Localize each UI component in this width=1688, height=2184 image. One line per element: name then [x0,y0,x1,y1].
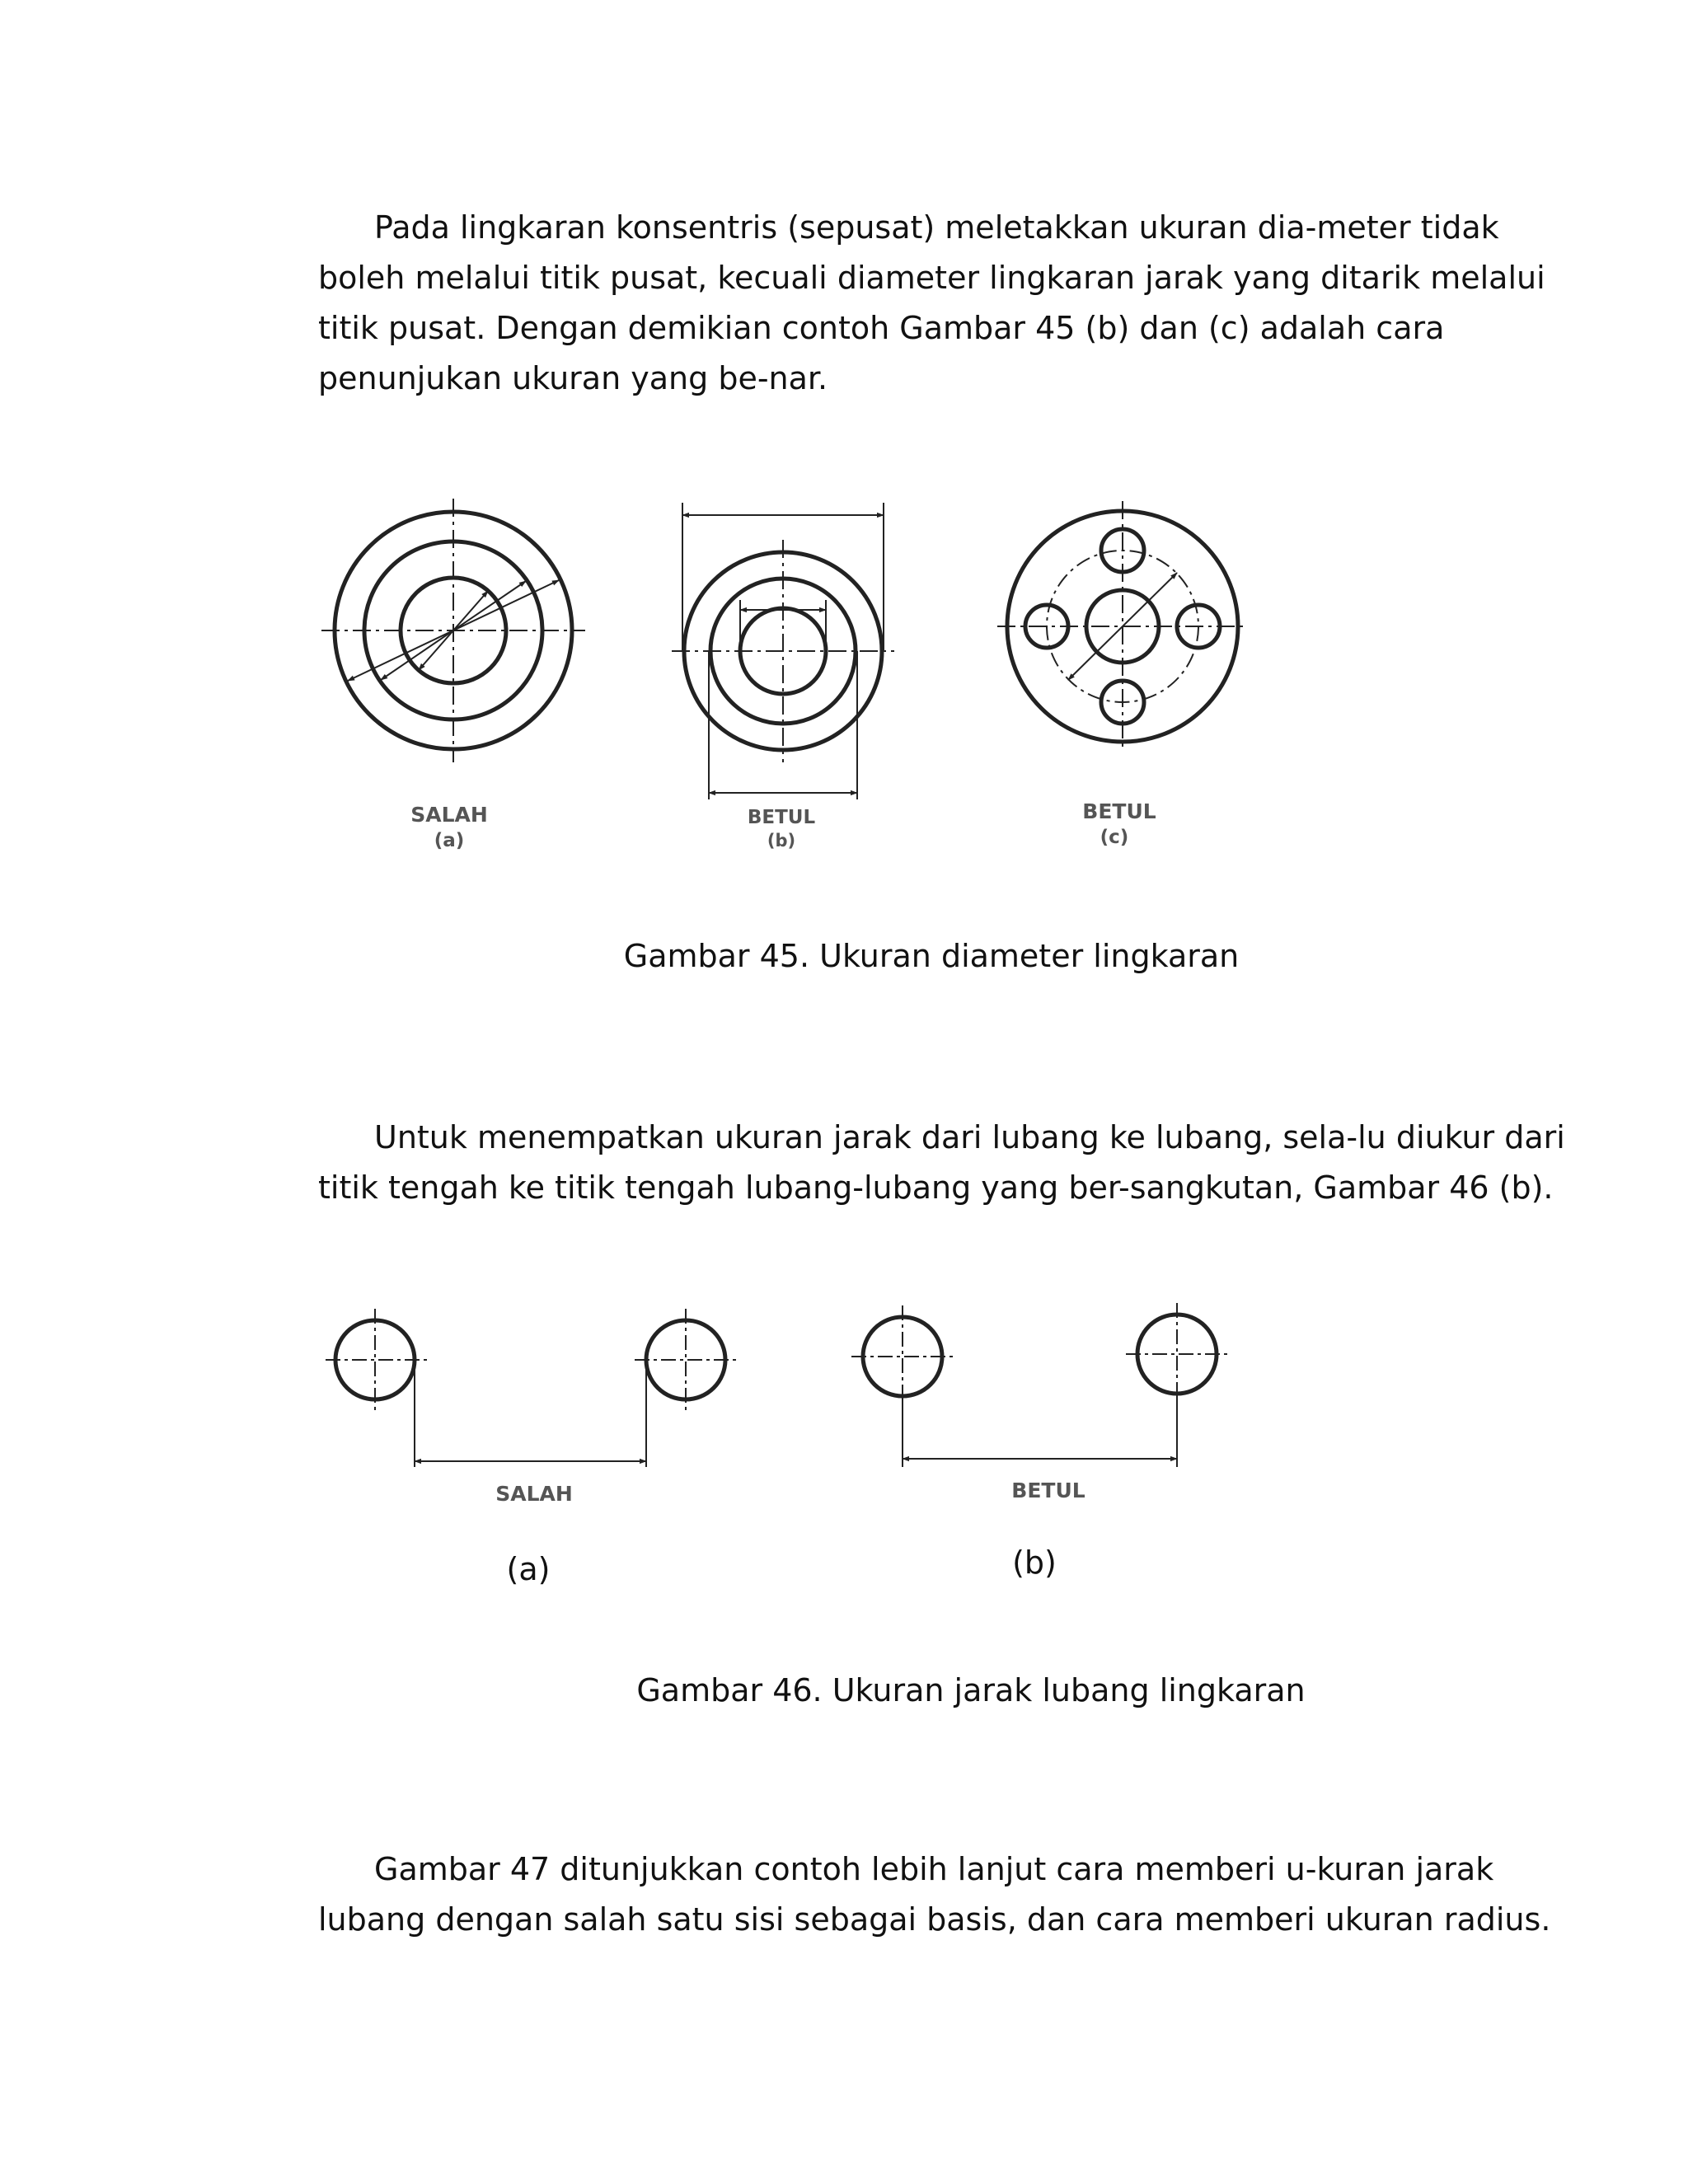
figure-45b-concentric-circles [672,503,894,799]
paragraph-1 [318,203,1545,404]
figure-46a-holes [326,1309,738,1467]
figure-46a-sublabel: (a) [506,1551,551,1587]
paragraph-2 [318,1113,1565,1213]
figure-45c-sublabel: (c) [1100,827,1129,848]
figure-46-drawing [0,1294,1688,1516]
figure-46-caption: Gambar 46. Ukuran jarak lubang lingkaran [636,1672,1306,1708]
figure-45c-bolt-circle [997,501,1248,752]
paragraph-line: boleh melalui titik pusat, kecuali diameter lingkaran jarak yang ditarik melalui [318,260,1545,296]
paragraph-line: Pada lingkaran konsentris (sepusat) meletakkan ukuran dia-meter tidak [374,209,1499,246]
figure-45a-sublabel: (a) [434,830,465,851]
paragraph-line: titik tengah ke titik tengah lubang-lubang yang ber-sangkutan, Gambar 46 (b). [318,1169,1554,1206]
figure-45b-sublabel: (b) [767,831,796,851]
figure-45-drawing [0,494,1688,874]
figure-45a-label: SALAH [410,803,488,827]
figure-46a-label: SALAH [495,1482,573,1506]
paragraph-line: titik pusat. Dengan demikian contoh Gambar 45 (b) dan (c) adalah cara [318,310,1445,346]
figure-45a-concentric-circles [321,499,585,762]
figure-46b-sublabel: (b) [1012,1544,1057,1581]
figure-45c-label: BETUL [1082,799,1156,823]
figure-46b-holes [851,1303,1230,1467]
paragraph-line: Gambar 47 ditunjukkan contoh lebih lanjut cara memberi u-kuran jarak [374,1851,1494,1887]
paragraph-line: lubang dengan salah satu sisi sebagai basis, dan cara memberi ukuran radius. [318,1901,1551,1938]
paragraph-line: penunjukan ukuran yang be-nar. [318,360,828,396]
paragraph-3 [318,1844,1551,1945]
figure-45-caption: Gambar 45. Ukuran diameter lingkaran [623,938,1240,974]
paragraph-line: Untuk menempatkan ukuran jarak dari lubang ke lubang, sela-lu diukur dari [374,1119,1565,1155]
figure-45b-label: BETUL [747,807,816,828]
figure-46b-label: BETUL [1011,1479,1085,1502]
